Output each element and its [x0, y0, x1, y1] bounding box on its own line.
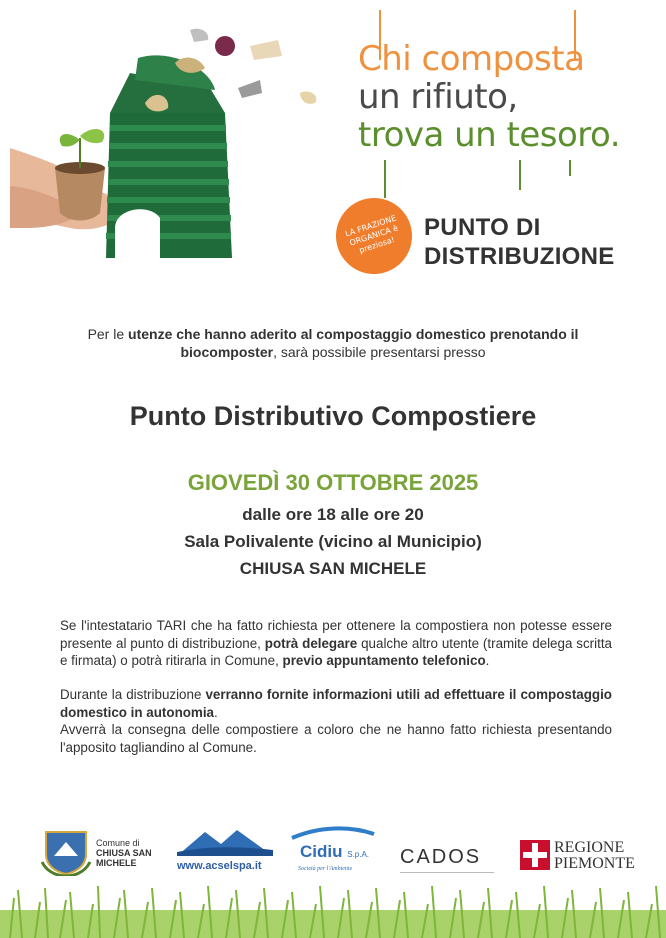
p1-b: potrà delegare [264, 635, 358, 651]
acsel-url: www.acselspa.it [177, 860, 262, 872]
compost-bin-icon [106, 55, 232, 258]
regione-line-1: REGIONE [554, 839, 625, 856]
p2-a: Durante la distribuzione [60, 687, 206, 702]
punto-distribuzione-heading [424, 213, 615, 271]
headline [358, 40, 620, 154]
compost-bin-illustration [10, 18, 320, 273]
p1-c: qualche altro utente (tramite delega scritta e firmata) o potrà ritirarla in Comune, [60, 635, 612, 668]
mountains-icon [177, 828, 273, 856]
intro-text [60, 325, 606, 361]
event-town: CHIUSA SAN MICHELE [239, 559, 427, 578]
p2-b: verranno fornite informazioni utili ad effettuare il compostaggio domestico in autonomia [60, 687, 612, 720]
comune-name-2: MICHELE [96, 858, 137, 868]
comune-prefix: Comune di [96, 838, 140, 848]
cados-logo [398, 826, 498, 882]
intro-part-1: Per le [87, 326, 129, 342]
p1-a: Se l'intestatario TARI che ha fatto richiesta per ottenere la compostiera non potesse essere presente al punto di distribuzione, [60, 618, 612, 651]
regione-piemonte-logo [520, 826, 635, 882]
delegation-paragraph [60, 617, 612, 670]
acsel-logo [175, 826, 275, 882]
regione-line-2: PIEMONTE [554, 855, 635, 872]
intro-part-2: , sarà possibile presentarsi presso [273, 344, 486, 360]
cidiu-logo [290, 826, 380, 882]
p1-e: . [485, 653, 490, 668]
punto-line-2: DISTRIBUZIONE [424, 243, 615, 270]
eggshell-scrap-icon [250, 40, 282, 60]
delivery-paragraph: Avverrà la consegna delle compostiere a coloro che ne hanno fatto richiesta presentando l'apposito tagliandino al Comune. [60, 722, 612, 755]
punto-line-1: PUNTO DI [424, 214, 541, 241]
cidiu-swoosh-icon [290, 826, 376, 840]
p1-d: previo appuntamento telefonico [282, 653, 486, 668]
grass-decoration [0, 880, 666, 938]
p2-c: . [214, 704, 218, 720]
cidiu-name: Cidiu [300, 842, 343, 861]
headline-line-3: trova un tesoro. [358, 115, 621, 155]
comune-logo [40, 826, 160, 882]
comune-crest-icon [40, 826, 92, 876]
piemonte-flag-icon [520, 840, 550, 870]
event-title: Punto Distributivo Compostiere [129, 401, 537, 431]
seedling-pot-icon [55, 168, 105, 221]
cados-name: CADOS [400, 846, 482, 868]
intro-part-2-bold: biocomposter [180, 344, 274, 360]
onion-scrap-icon [215, 36, 235, 56]
intro-part-1-bold: utenze che hanno aderito al compostaggio domestico prenotando il [128, 326, 579, 342]
event-time: dalle ore 18 alle ore 20 [242, 505, 424, 524]
info-paragraph [60, 686, 612, 721]
cidiu-subtitle: Società per l'Ambiente [298, 866, 353, 872]
comune-name-1: CHIUSA SAN [96, 848, 152, 858]
event-date: GIOVEDÌ 30 OTTOBRE 2025 [187, 470, 479, 495]
headline-line-1: Chi composta [358, 39, 585, 79]
badge-text: LA FRAZIONE ORGANICA è preziosa! [344, 213, 400, 255]
cidiu-spa: S.p.A. [347, 850, 370, 859]
headline-line-2: un rifiuto, [358, 77, 518, 117]
event-place: Sala Polivalente (vicino al Municipio) [184, 532, 482, 551]
